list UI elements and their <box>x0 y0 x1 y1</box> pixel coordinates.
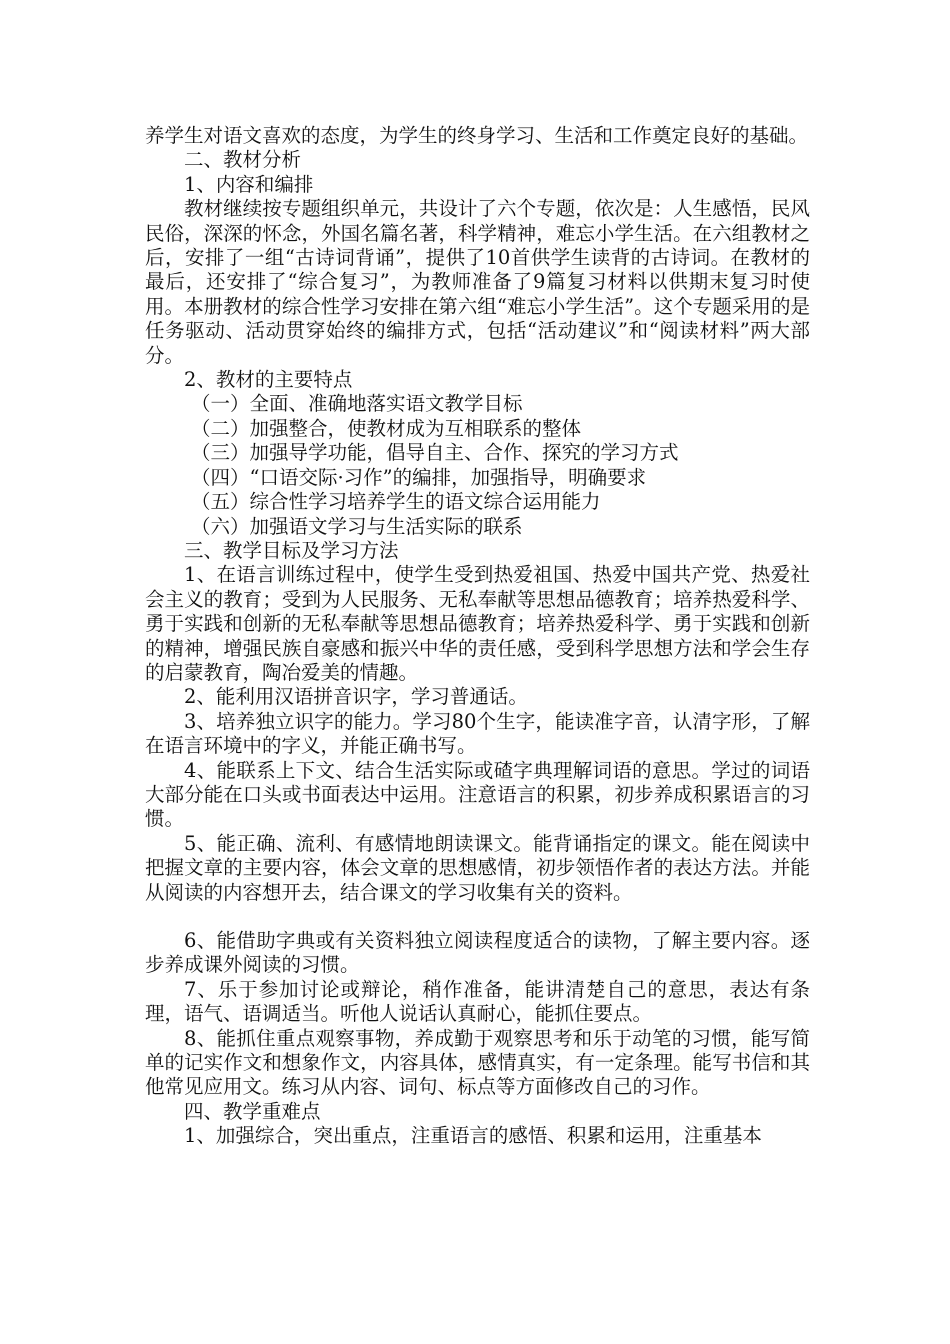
feature-item-1: （一）全面、准确地落实语文教学目标 <box>191 392 523 416</box>
goal-item-3: 3、培养独立识字的能力。学习80个生字，能读准字音，认清字形，了解在语言环境中的字义，并能正确书写。 <box>145 709 810 758</box>
feature-item-2: （二）加强整合，使教材成为互相联系的整体 <box>191 416 582 440</box>
goal-item-5: 5、能正确、流利、有感情地朗读课文。能背诵指定的课文。能在阅读中把握文章的主要内容，体会文章的思想感情，初步领悟作者的表达方法。并能从阅读的内容想开去，结合课文的学习收集有关的资料。 <box>145 831 810 904</box>
goal-item-2: 2、能利用汉语拼音识字，学习普通话。 <box>184 685 528 709</box>
heading-key-difficulties: 四、教学重难点 <box>184 1099 321 1123</box>
feature-item-5: （五）综合性学习培养学生的语文综合运用能力 <box>191 490 601 514</box>
feature-item-4: （四）“口语交际·习作”的编排，加强指导，明确要求 <box>191 465 647 489</box>
document-page <box>145 124 810 1149</box>
subheading-main-features: 2、教材的主要特点 <box>184 368 353 392</box>
goal-item-7: 7、乐于参加讨论或辩论，稍作准备，能讲清楚自己的意思，表达有条理，语气、语调适当。听他人说话认真耐心，能抓住要点。 <box>145 977 810 1026</box>
feature-item-6: （六）加强语文学习与生活实际的联系 <box>191 514 523 538</box>
paragraph-intro-continued: 养学生对语文喜欢的态度，为学生的终身学习、生活和工作奠定良好的基础。 <box>145 124 809 147</box>
paragraph-gap <box>145 905 810 929</box>
subheading-content-arrangement: 1、内容和编排 <box>184 172 314 196</box>
heading-teaching-goals: 三、教学目标及学习方法 <box>184 538 399 562</box>
goal-item-4: 4、能联系上下文、结合生活实际或碴字典理解词语的意思。学过的词语大部分能在口头或书面表达中运用。注意语言的积累，初步养成积累语言的习惯。 <box>145 758 810 831</box>
feature-item-3: （三）加强导学功能，倡导自主、合作、探究的学习方式 <box>191 441 679 465</box>
paragraph-content-arrangement: 教材继续按专题组织单元，共设计了六个专题，依次是：人生感悟，民风民俗，深深的怀念，外国名篇名著，科学精神，难忘小学生活。在六组教材之后，安排了一组“古诗词背诵”，提供了10首供学生读背的古诗词。在教材的最后，还安排了“综合复习”，为教师准备了9篇复习材料以供期末复习时使用。本册教材的综合性学习安排在第六组“难忘小学生活”。这个专题采用的是任务驱动、活动贯穿始终的编排方式，包括“活动建议”和“阅读材料”两大部分。 <box>145 197 810 367</box>
goal-item-8: 8、能抓住重点观察事物，养成勤于观察思考和乐于动笔的习惯，能写简单的记实作文和想象作文，内容具体，感情真实，有一定条理。能写书信和其他常见应用文。练习从内容、词句、标点等方面修改自己的习作。 <box>145 1026 810 1099</box>
goal-item-1: 1、在语言训练过程中，使学生受到热爱祖国、热爱中国共产党、热爱社会主义的教育；受到为人民服务、无私奉献等思想品德教育；培养热爱科学、勇于实践和创新的无私奉献等思想品德教育；培养热爱科学、勇于实践和创新的精神，增强民族自豪感和振兴中华的责任感，受到科学思想方法和学会生存的启蒙教育，陶冶爱美的情趣。 <box>145 563 810 684</box>
difficulty-item-1: 1、加强综合，突出重点，注重语言的感悟、积累和运用，注重基本 <box>184 1124 762 1148</box>
heading-textbook-analysis: 二、教材分析 <box>184 148 302 172</box>
goal-item-6: 6、能借助字典或有关资料独立阅读程度适合的读物，了解主要内容。逐步养成课外阅读的习惯。 <box>145 929 810 977</box>
